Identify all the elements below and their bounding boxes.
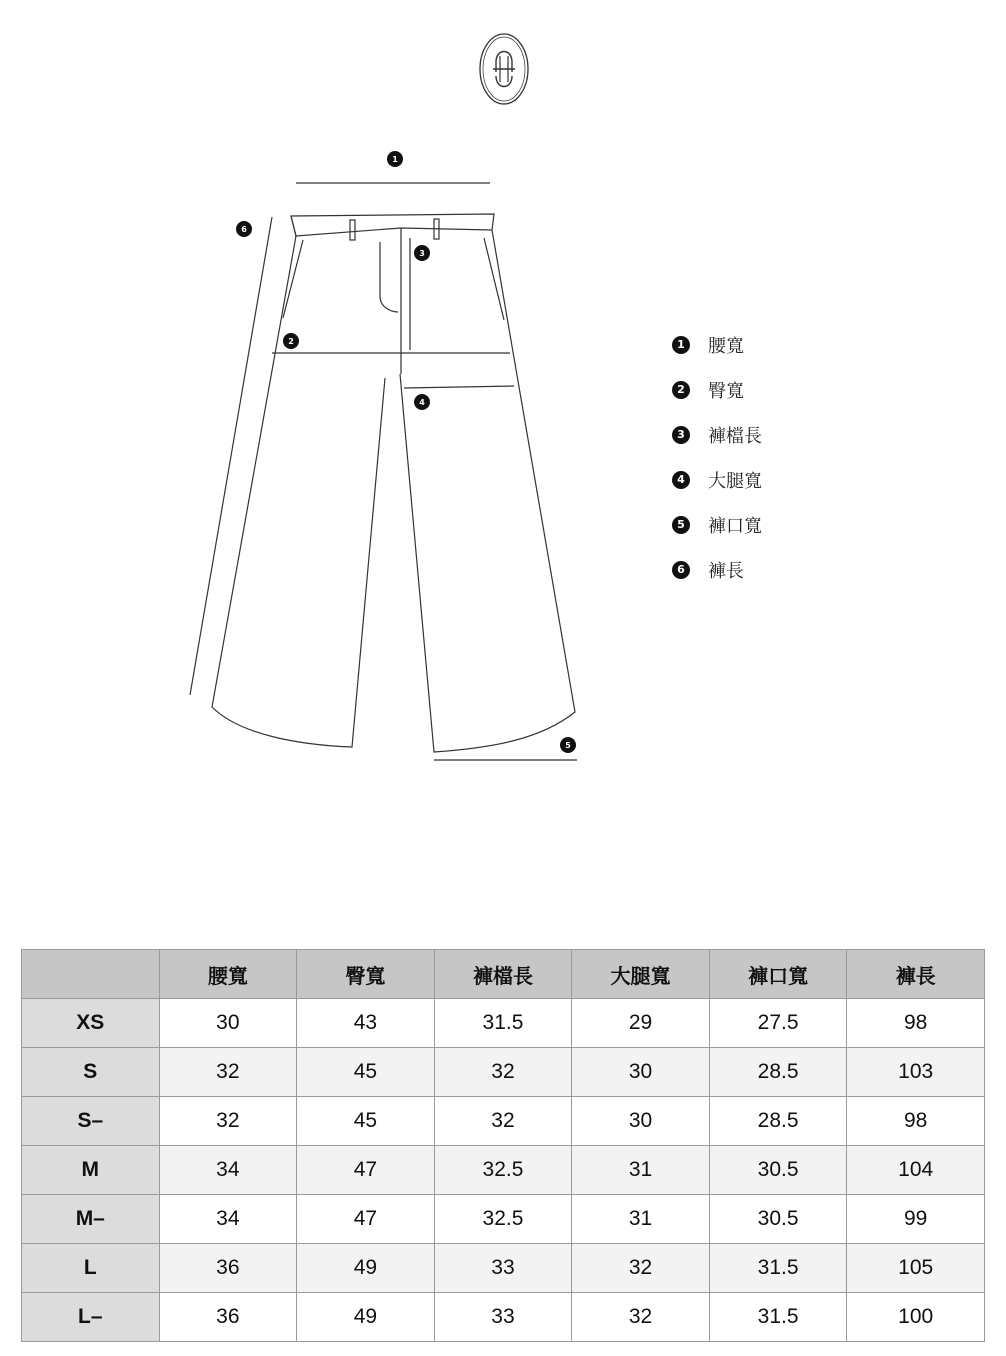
table-cell: 29 — [572, 999, 710, 1048]
legend-number: 1 — [672, 336, 690, 354]
table-row — [22, 1048, 985, 1097]
table-cell: 30 — [572, 1097, 710, 1146]
right-leg-outline — [400, 230, 575, 752]
size-chart-table — [21, 949, 985, 1342]
table-cell: 30.5 — [709, 1195, 847, 1244]
size-label: XS — [22, 999, 160, 1048]
table-cell: 30 — [572, 1048, 710, 1097]
table-cell: 49 — [297, 1244, 435, 1293]
marker-4 — [414, 394, 430, 410]
table-cell: 34 — [159, 1146, 297, 1195]
legend-item-hip — [672, 367, 762, 412]
table-cell: 33 — [434, 1293, 572, 1342]
legend-label: 大腿寬 — [708, 470, 762, 492]
table-cell: 34 — [159, 1195, 297, 1244]
table-cell: 47 — [297, 1195, 435, 1244]
table-cell: 31 — [572, 1195, 710, 1244]
table-cell: 105 — [847, 1244, 985, 1293]
table-header-cell: 褲口寬 — [709, 950, 847, 999]
marker-1 — [387, 151, 403, 167]
legend-label: 褲檔長 — [708, 425, 762, 447]
table-row — [22, 1293, 985, 1342]
table-header-cell: 褲長 — [847, 950, 985, 999]
table-row — [22, 1195, 985, 1244]
table-cell: 30 — [159, 999, 297, 1048]
table-cell: 32 — [434, 1048, 572, 1097]
table-header-cell: 腰寬 — [159, 950, 297, 999]
table-cell: 36 — [159, 1293, 297, 1342]
table-cell: 32 — [434, 1097, 572, 1146]
legend-item-hem — [672, 502, 762, 547]
size-label: M– — [22, 1195, 160, 1244]
table-cell: 33 — [434, 1244, 572, 1293]
marker-2 — [283, 333, 299, 349]
table-row — [22, 1097, 985, 1146]
legend-label: 臀寬 — [708, 380, 744, 402]
legend-label: 腰寬 — [708, 335, 744, 357]
size-label: L– — [22, 1293, 160, 1342]
svg-text:5: 5 — [565, 741, 571, 750]
table-cell: 30.5 — [709, 1146, 847, 1195]
table-cell: 43 — [297, 999, 435, 1048]
waistband — [291, 214, 494, 236]
legend-item-waist — [672, 322, 762, 367]
table-header-corner — [22, 950, 160, 999]
table-cell: 47 — [297, 1146, 435, 1195]
table-cell: 45 — [297, 1048, 435, 1097]
table-cell: 99 — [847, 1195, 985, 1244]
table-header-cell: 褲檔長 — [434, 950, 572, 999]
table-cell: 103 — [847, 1048, 985, 1097]
table-header-row — [22, 950, 985, 999]
marker-3 — [414, 245, 430, 261]
table-cell: 31 — [572, 1146, 710, 1195]
table-cell: 32.5 — [434, 1146, 572, 1195]
table-cell: 32 — [159, 1048, 297, 1097]
legend-item-thigh — [672, 457, 762, 502]
table-cell: 49 — [297, 1293, 435, 1342]
table-row — [22, 999, 985, 1048]
table-cell: 45 — [297, 1097, 435, 1146]
size-label: S– — [22, 1097, 160, 1146]
table-cell: 98 — [847, 999, 985, 1048]
legend-item-length — [672, 547, 762, 592]
marker-5 — [560, 737, 576, 753]
legend-item-rise — [672, 412, 762, 457]
table-header-cell: 大腿寬 — [572, 950, 710, 999]
table-row — [22, 1244, 985, 1293]
table-cell: 32 — [572, 1293, 710, 1342]
svg-text:4: 4 — [419, 398, 425, 407]
marker-6 — [236, 221, 252, 237]
table-cell: 31.5 — [709, 1244, 847, 1293]
size-label: S — [22, 1048, 160, 1097]
legend-label: 褲長 — [708, 560, 744, 582]
legend-number: 3 — [672, 426, 690, 444]
legend-number: 2 — [672, 381, 690, 399]
table-cell: 31.5 — [709, 1293, 847, 1342]
svg-text:2: 2 — [288, 337, 294, 346]
length-line — [190, 217, 272, 695]
table-cell: 32.5 — [434, 1195, 572, 1244]
table-cell: 100 — [847, 1293, 985, 1342]
legend-label: 褲口寬 — [708, 515, 762, 537]
table-cell: 32 — [159, 1097, 297, 1146]
legend-number: 4 — [672, 471, 690, 489]
table-row — [22, 1146, 985, 1195]
svg-text:1: 1 — [392, 155, 398, 164]
svg-text:6: 6 — [241, 225, 247, 234]
svg-text:3: 3 — [419, 249, 425, 258]
table-cell: 28.5 — [709, 1097, 847, 1146]
size-label: M — [22, 1146, 160, 1195]
table-cell: 98 — [847, 1097, 985, 1146]
table-header-cell: 臀寬 — [297, 950, 435, 999]
measurement-legend — [672, 322, 762, 592]
table-cell: 27.5 — [709, 999, 847, 1048]
legend-number: 5 — [672, 516, 690, 534]
size-label: L — [22, 1244, 160, 1293]
thigh-width-line — [404, 386, 514, 388]
table-cell: 28.5 — [709, 1048, 847, 1097]
legend-number: 6 — [672, 561, 690, 579]
table-cell: 31.5 — [434, 999, 572, 1048]
left-leg-outline — [212, 236, 385, 747]
table-cell: 104 — [847, 1146, 985, 1195]
table-cell: 36 — [159, 1244, 297, 1293]
table-cell: 32 — [572, 1244, 710, 1293]
